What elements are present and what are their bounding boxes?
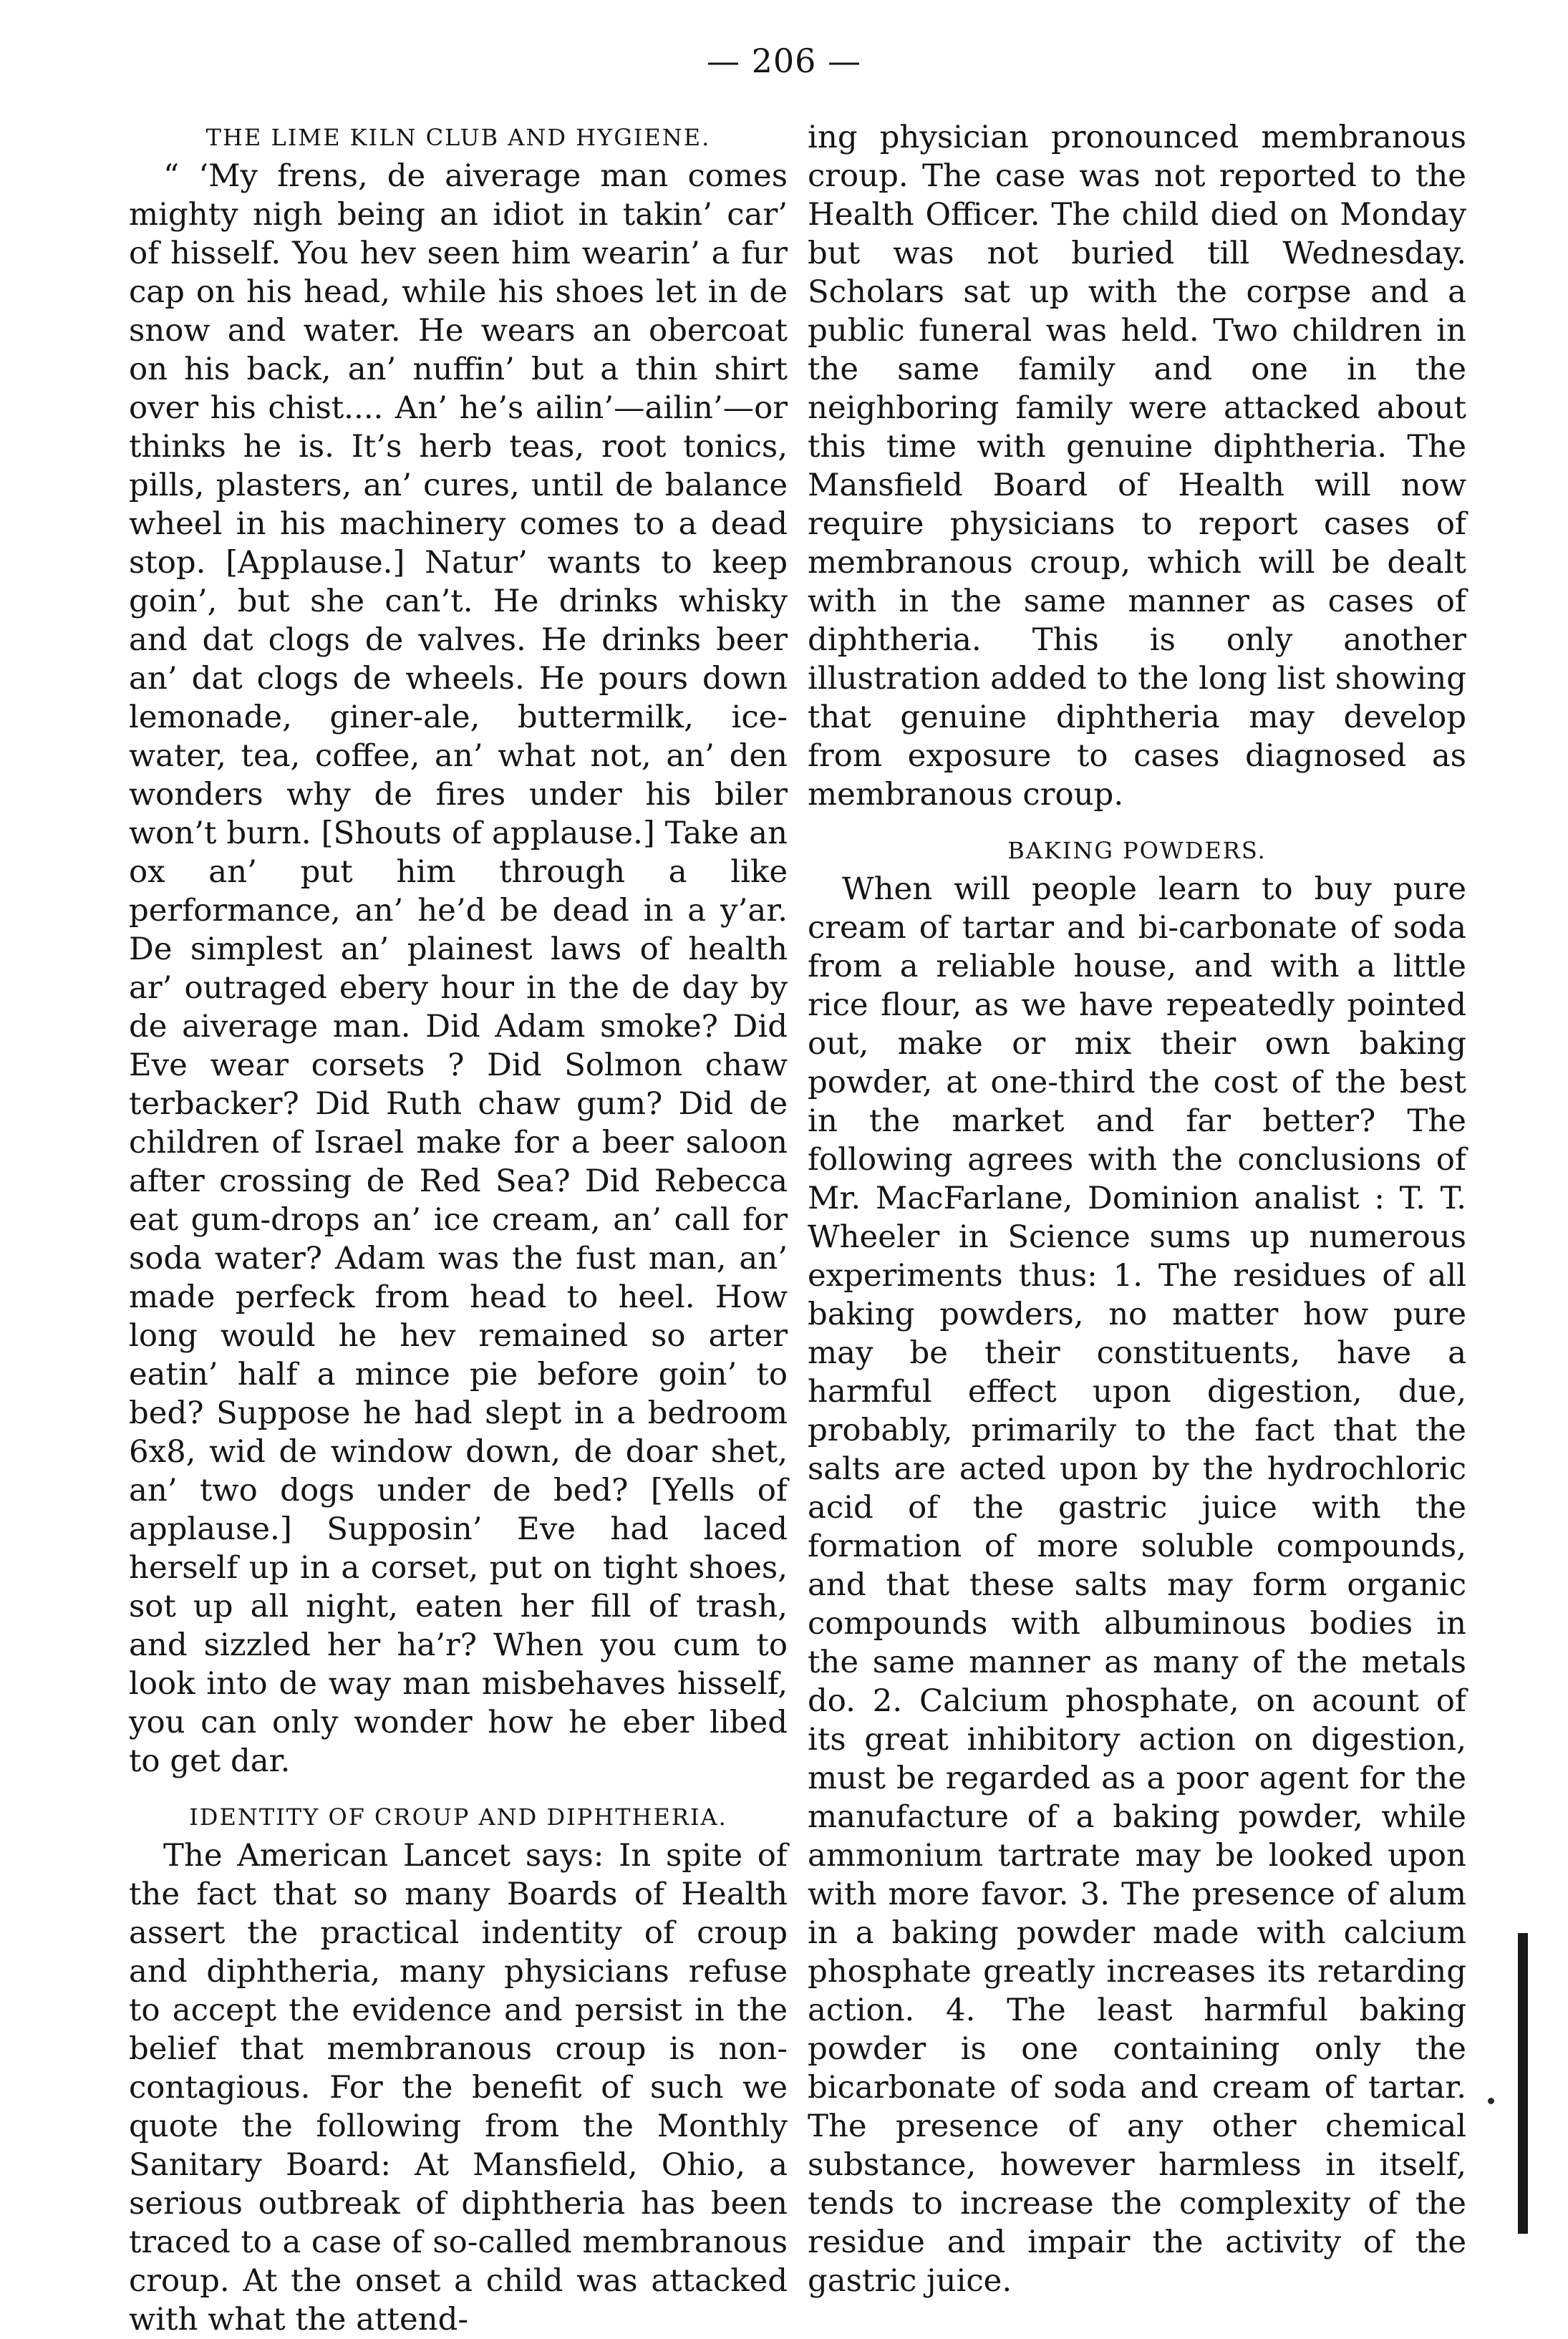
baking-powders-heading: BAKING POWDERS. (1007, 837, 1267, 864)
croup-body: The American Lancet says: In spite of the fact that so many Boards of Health assert the practical indentity of croup and diphtheria, many physicians refuse to accept the evidence and persist in the belief that membranous croup is non-contagious. For the benefit of such we quote the following from the Monthly Sanitary Board: At Mansfield, Ohio, a serious outbreak of diphtheria has been traced to a case of so-called membranous croup. At the onset a child was attacked with what the attend- (129, 1838, 788, 2338)
lime-kiln-heading: THE LIME KILN CLUB AND HYGIENE. (205, 124, 711, 151)
baking-powders-body: When will people learn to buy pure cream of tartar and bi-carbonate of soda from a reliable house, and with a little rice flour, as we have repeatedly pointed out, make or mix their own baking powder, at one-third the cost of the best in the market and far better? The following agrees with the conclusions of Mr. MacFarlane, Dominion analist : T. T. Wheeler in Science sums up numerous experiments thus: 1. The residues of all baking powders, no matter how pure may be their constituents, have a harmful effect upon digestion, due, probably, primarily to the fact that the salts are acted upon by the hydrochloric acid of the gastric juice with the formation of more soluble compounds, and that these salts may form organic compounds with albuminous bodies in the same manner as many of the metals do. 2. Calcium phosphate, on acount of its great inhibitory action on digestion, must be regarded as a poor agent for the manufacture of a baking powder, while ammonium tartrate may be looked upon with more favor. 3. The presence of alum in a baking powder made with calcium phosphate greatly increases its retarding action. 4. The least harmful baking powder is one containing only the bicarbonate of soda and cream of tartar. The presence of any other chemical substance, however harmless in itself, tends to increase the complexity of the residue and impair the activity of the gastric juice. (808, 871, 1466, 2299)
right-column (808, 118, 1466, 2300)
croup-heading: IDENTITY OF CROUP AND DIPHTHERIA. (189, 1803, 727, 1831)
margin-rule (1518, 1933, 1528, 2234)
page-number: — 206 — (706, 42, 862, 80)
print-speck (1488, 2098, 1494, 2104)
croup-continued-body: ing physician pronounced membranous croup. The case was not reported to the Health Officer. The child died on Monday but was not buried till Wednesday. Scholars sat up with the corpse and a public funeral was held. Two children in the same family and one in the neighboring family were attacked about this time with genuine diphtheria. The Mansfield Board of Health will now require physicians to report cases of membranous croup, which will be dealt with in the same manner as cases of diphtheria. This is only another illustration added to the long list showing that genuine diphtheria may develop from exposure to cases diagnosed as membranous croup. (808, 120, 1466, 813)
left-column (129, 118, 788, 2339)
lime-kiln-body: “ ‘My frens, de aiverage man comes mighty nigh being an idiot in takin’ car’ of hisself. You hev seen him wearin’ a fur cap on his head, while his shoes let in de snow and water. He wears an obercoat on his back, an’ nuffin’ but a thin shirt over his chist.... An’ he’s ailin’—ailin’—or thinks he is. It’s herb teas, root tonics, pills, plasters, an’ cures, until de balance wheel in his machinery comes to a dead stop. [Applause.] Natur’ wants to keep goin’, but she can’t. He drinks whisky and dat clogs de valves. He drinks beer an’ dat clogs de wheels. He pours down lemonade, giner-ale, buttermilk, ice-water, tea, coffee, an’ what not, an’ den wonders why de fires under his biler won’t burn. [Shouts of applause.] Take an ox an’ put him through a like performance, an’ he’d be dead in a y’ar. De simplest an’ plainest laws of health ar’ outraged ebery hour in the de day by de aiverage man. Did Adam smoke? Did Eve wear corsets ? Did Solmon chaw terbacker? Did Ruth chaw gum? Did de children of Israel make for a beer saloon after crossing de Red Sea? Did Rebecca eat gum-drops an’ ice cream, an’ call for soda water? Adam was the fust man, an’ made perfeck from head to heel. How long would he hev remained so arter eatin’ half a mince pie before goin’ to bed? Suppose he had slept in a bedroom 6x8, wid de window down, de doar shet, an’ two dogs under de bed? [Yells of applause.] Supposin’ Eve had laced herself up in a corset, put on tight shoes, sot up all night, eaten her fill of trash, and sizzled her ha’r? When you cum to look into de way man misbehaves hisself, you can only wonder how he eber libed to get dar. (129, 158, 788, 1779)
